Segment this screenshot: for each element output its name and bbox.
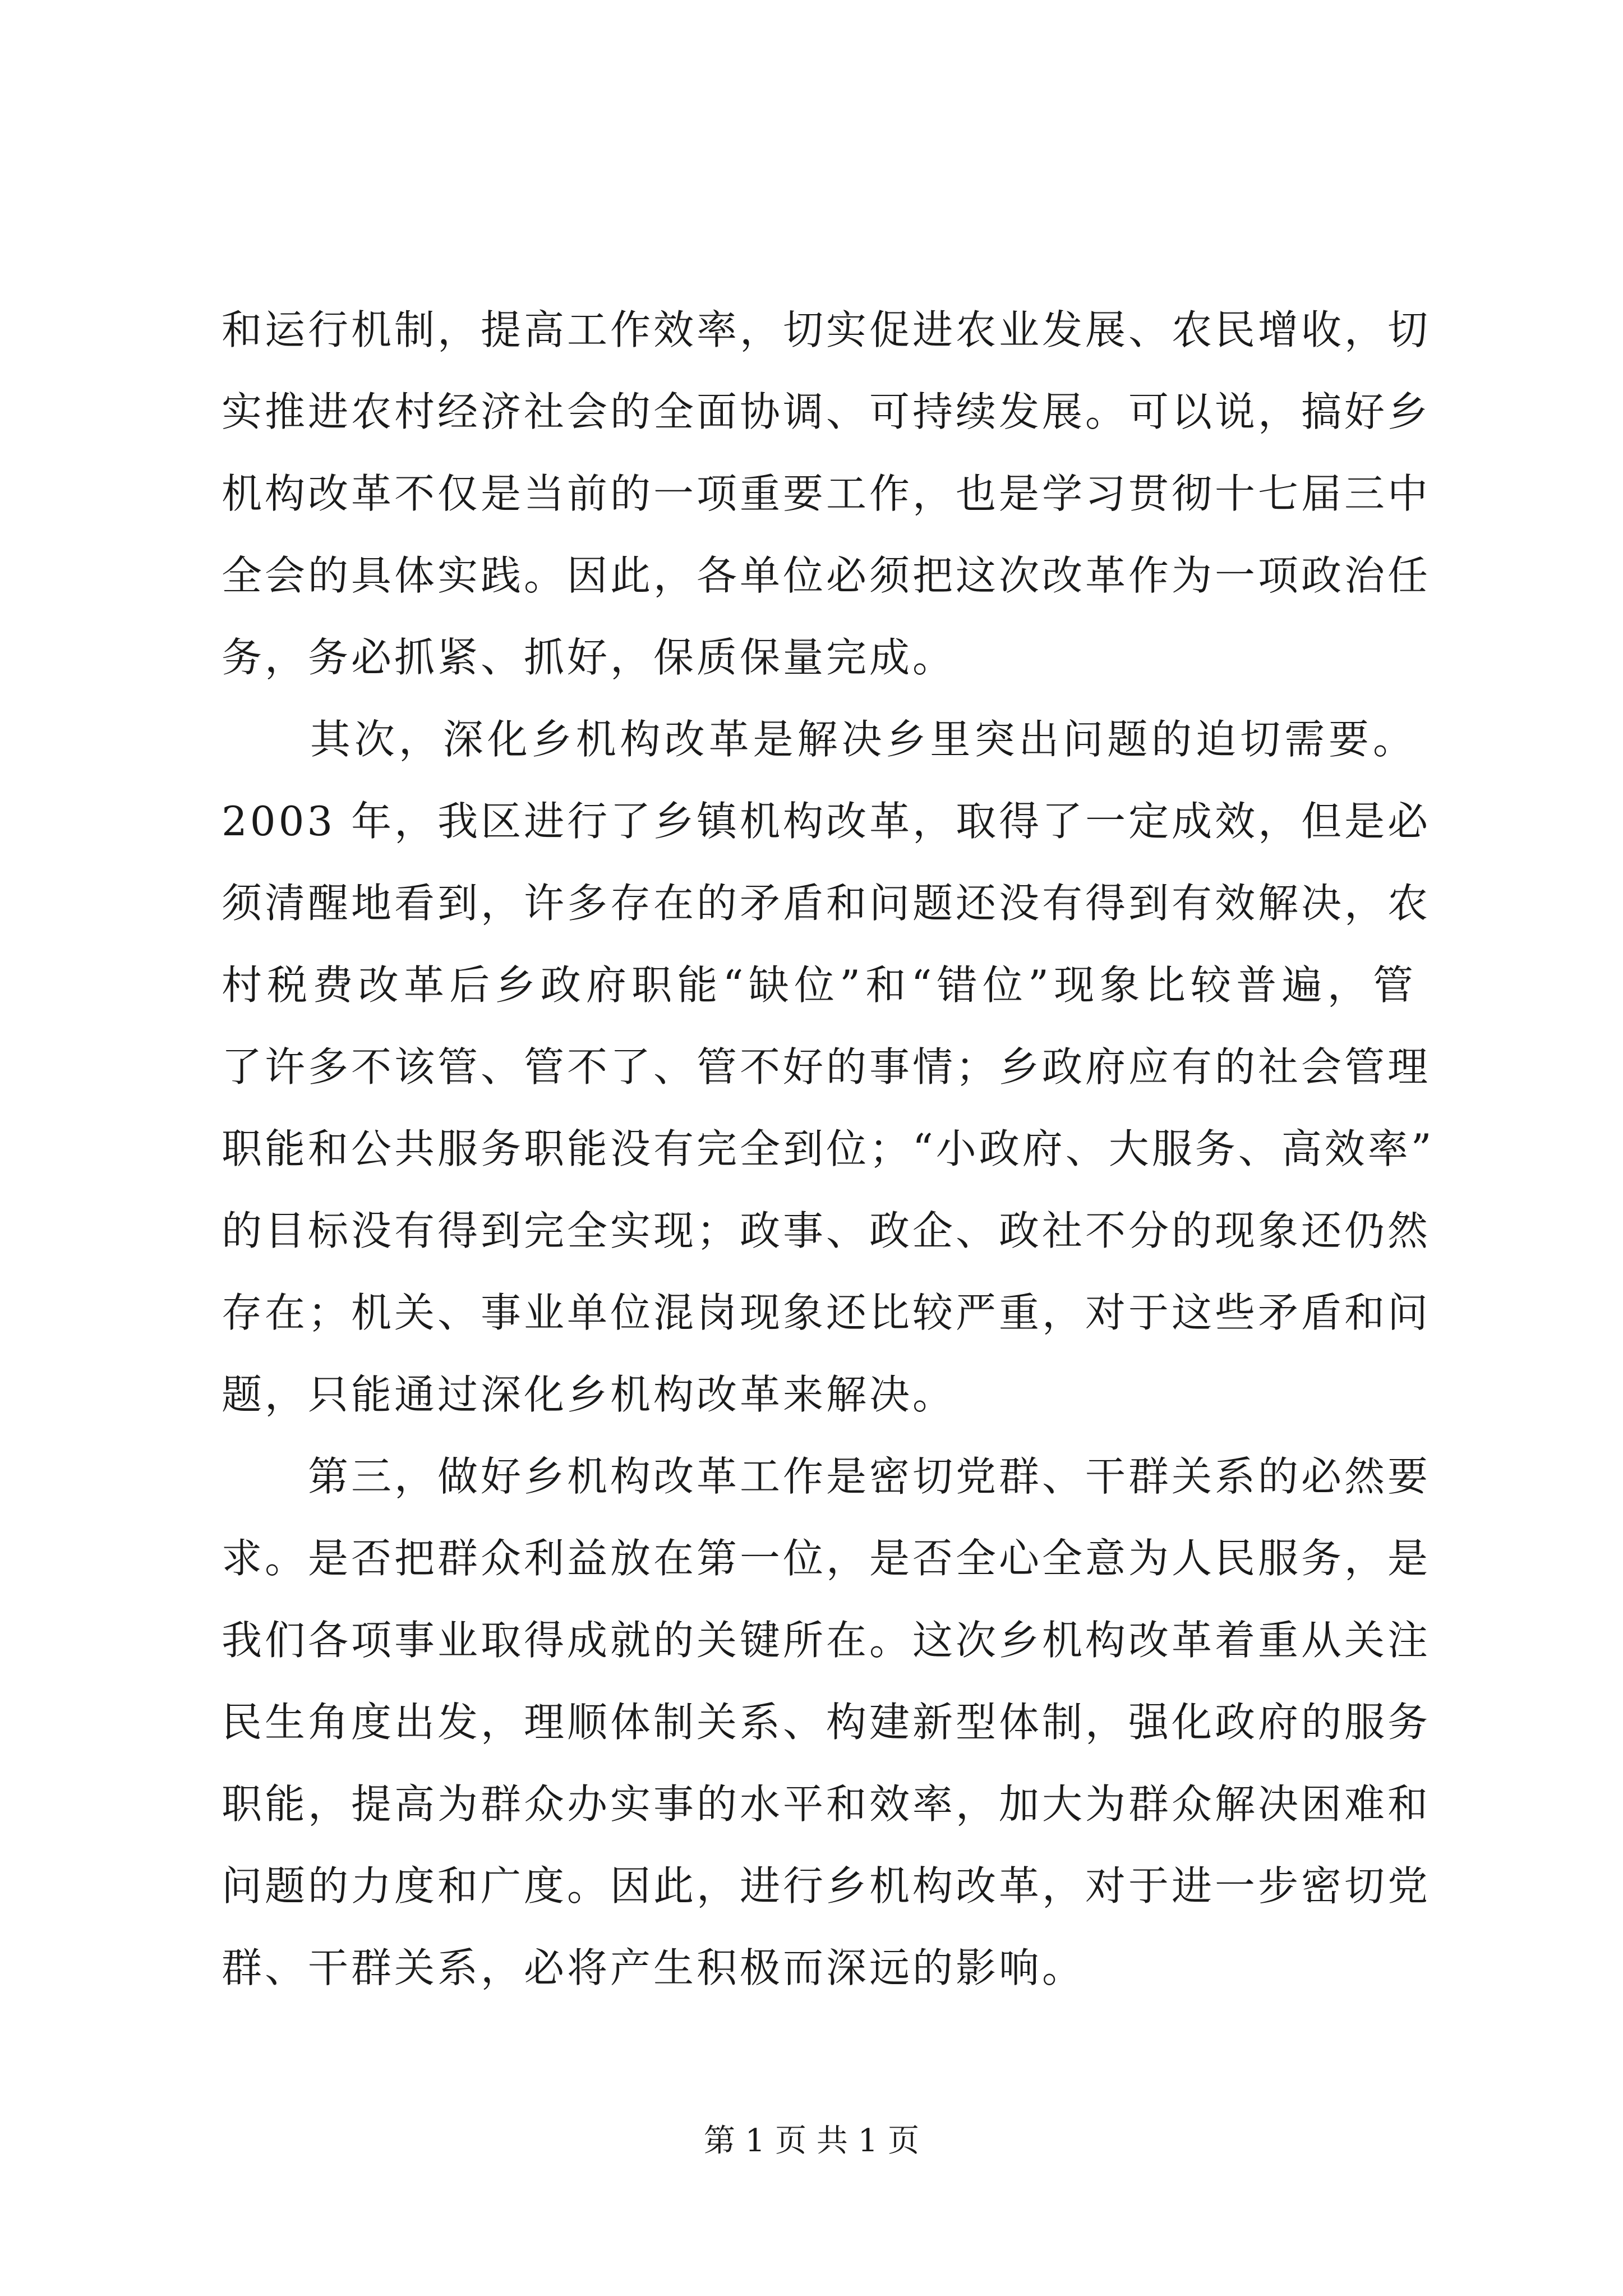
text-line: 实推进农村经济社会的全面协调、可持续发展。可以说，搞好乡 [222,388,1431,435]
text-line: 职能，提高为群众办实事的水平和效率，加大为群众解决困难和 [222,1780,1431,1828]
text-line: 须清醒地看到，许多存在的矛盾和问题还没有得到有效解决，农 [222,880,1431,927]
text-line: 全会的具体实践。因此，各单位必须把这次改革作为一项政治任 [222,552,1431,599]
text-line: 务，务必抓紧、抓好，保质保量完成。 [222,634,956,681]
text-line: 其次，深化乡机构改革是解决乡里突出问题的迫切需要。 [222,716,1416,763]
text-line: 村税费改革后乡政府职能“缺位”和“错位”现象比较普遍，管 [222,961,1416,1009]
text-line: 2003 年，我区进行了乡镇机构改革，取得了一定成效，但是必 [222,798,1431,845]
text-line: 问题的力度和广度。因此，进行乡机构改革，对于进一步密切党 [222,1862,1431,1910]
text-line: 群、干群关系，必将产生积极而深远的影响。 [222,1944,1086,1991]
text-line: 的目标没有得到完全实现；政事、政企、政社不分的现象还仍然 [222,1207,1431,1254]
text-line: 我们各项事业取得成就的关键所在。这次乡机构改革着重从关注 [222,1617,1431,1664]
text-line: 职能和公共服务职能没有完全到位；“小政府、大服务、高效率” [222,1125,1435,1172]
document-body [222,289,1435,2009]
text-line: 和运行机制，提高工作效率，切实促进农业发展、农民增收，切 [222,306,1431,353]
text-line: 机构改革不仅是当前的一项重要工作，也是学习贯彻十七届三中 [222,470,1431,517]
text-line: 题，只能通过深化乡机构改革来解决。 [222,1371,956,1418]
text-line: 求。是否把群众利益放在第一位，是否全心全意为人民服务，是 [222,1535,1431,1582]
text-line: 存在；机关、事业单位混岗现象还比较严重，对于这些矛盾和问 [222,1289,1431,1336]
text-line: 了许多不该管、管不了、管不好的事情；乡政府应有的社会管理 [222,1043,1431,1091]
page-footer: 第 1 页 共 1 页 [703,2123,920,2159]
text-line: 民生角度出发，理顺体制关系、构建新型体制，强化政府的服务 [222,1699,1431,1746]
text-line: 第三，做好乡机构改革工作是密切党群、干群关系的必然要 [222,1453,1431,1500]
